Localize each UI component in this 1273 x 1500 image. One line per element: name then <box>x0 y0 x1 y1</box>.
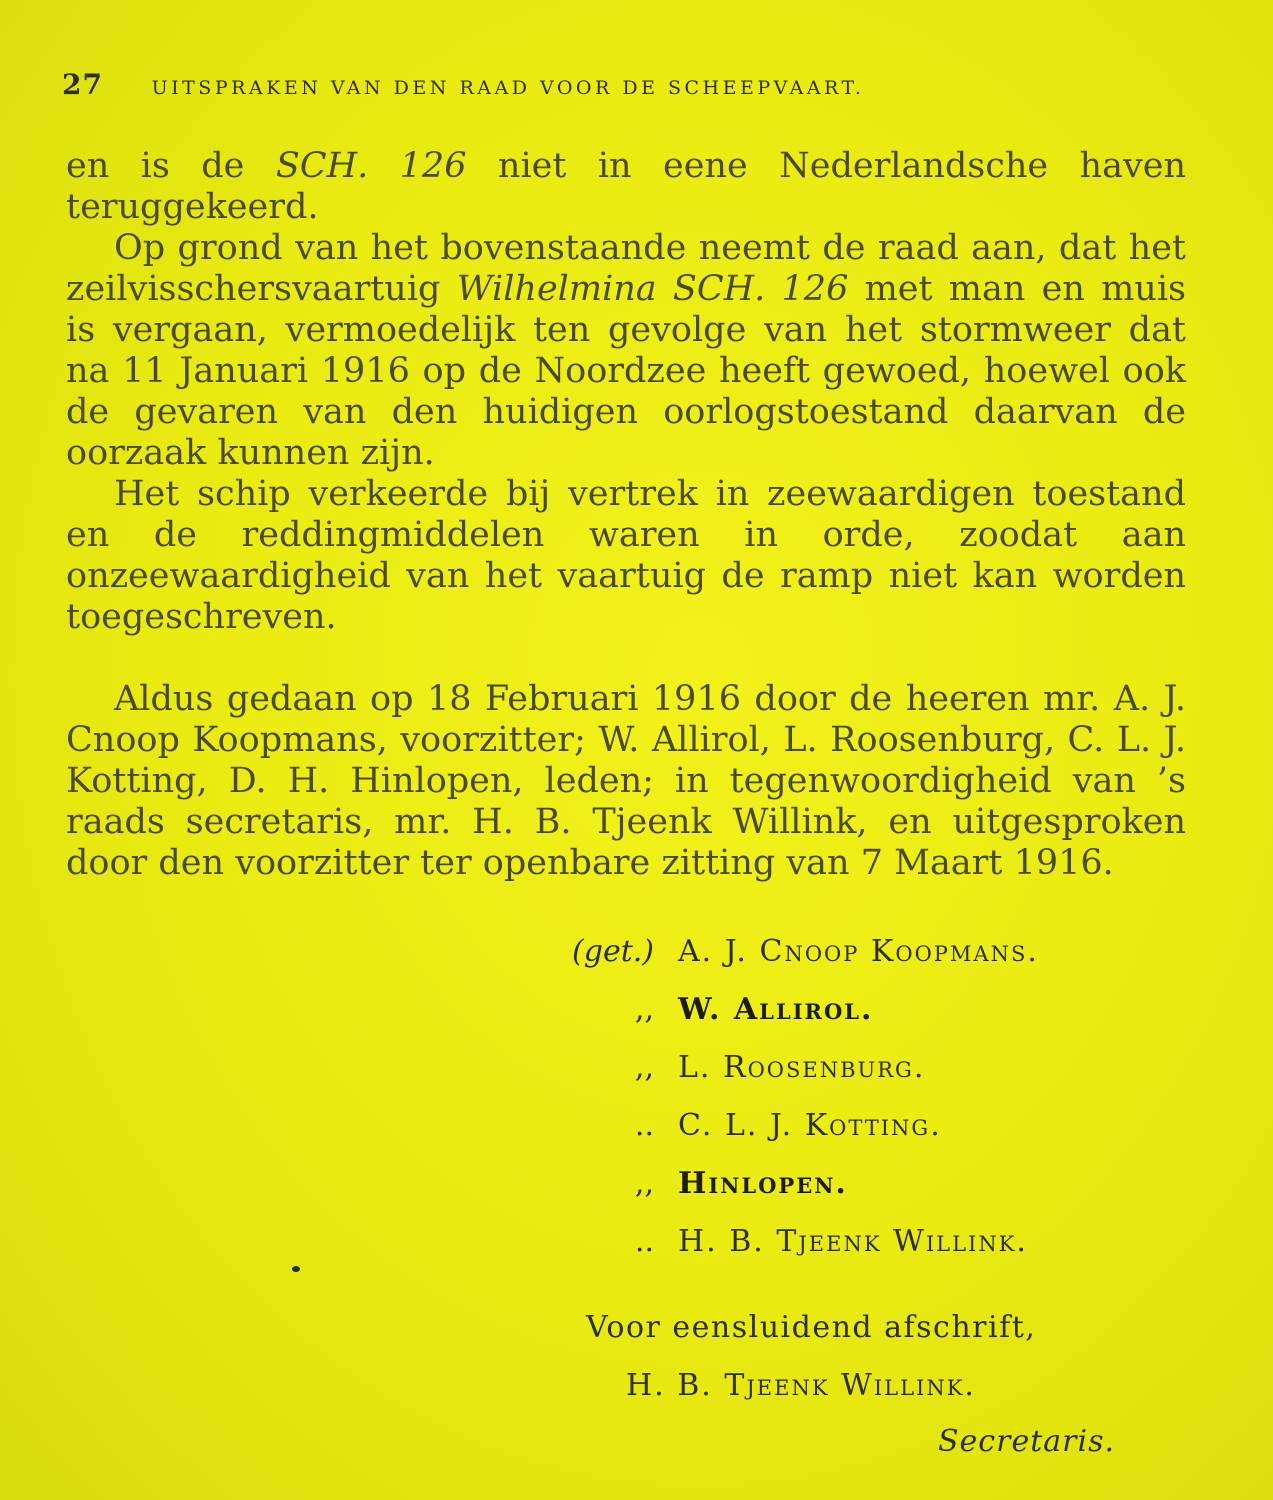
paragraph-3: Het schip verkeerde bij vertrek in zeewaardigen toestand en de reddingmiddelen waren in orde, zoodat aan onzeewaardigheid van het vaartuig de ramp niet kan worden toegeschreven. <box>66 474 1186 637</box>
paragraph-4: Aldus gedaan op 18 Februari 1916 door de heeren mr. A. J. Cnoop Koopmans, voorzitter; W. Allirol, L. Roosenburg, C. L. J. Kotting, D. H. Hinlopen, leden; in tegenwoordigheid van ’s raads secretaris, mr. H. B. Tjeenk Willink, en uitgesproken door den voorzitter ter openbare zitting van 7 Maart 1916. <box>66 679 1186 883</box>
signature-name: W. Allirol. <box>678 991 874 1027</box>
page-number: 27 <box>62 68 103 101</box>
signature-name: A. J. Cnoop Koopmans. <box>678 933 1039 969</box>
body-text <box>66 146 1186 884</box>
signature-prefix: ,, <box>634 1165 654 1201</box>
paragraph-2-text-c: met man en muis is vergaan, vermoedelijk ten gevolge van het stormweer dat na 11 Januari 1916 op de Noordzee heeft gewoed, hoewel ook de gevaren van den huidigen oorlogstoestand daarvan de oorzaak kunnen zijn. <box>66 269 1186 473</box>
paragraph-1-text-a: en is de <box>66 146 276 186</box>
signature-name: H. B. Tjeenk Willink. <box>678 1223 1028 1259</box>
signature-name: L. Roosenburg. <box>678 1049 926 1085</box>
signature-row <box>548 1212 1188 1270</box>
paragraph-2-text-a: Op grond van het bovenstaande neemt de raad aan, dat het zeilvisschersvaartuig <box>66 228 1186 309</box>
signature-row <box>548 922 1188 980</box>
ship-code: SCH. 126 <box>275 146 467 186</box>
ink-speck <box>292 1266 300 1272</box>
paragraph-2 <box>66 228 1186 474</box>
signature-prefix: .. <box>634 1107 654 1143</box>
signature-row <box>548 1154 1188 1212</box>
ship-name: Wilhelmina SCH. 126 <box>456 269 849 309</box>
paragraph-1 <box>66 146 1186 228</box>
paragraph-1-text-c: niet in eene Nederlandsche haven teruggekeerd. <box>66 146 1186 227</box>
running-head <box>62 68 1162 101</box>
signature-prefix: ,, <box>634 991 654 1027</box>
attestation-role: Secretaris. <box>938 1424 1116 1459</box>
signature-prefix: ,, <box>634 1049 654 1085</box>
signature-prefix: (get.) <box>572 933 654 969</box>
signature-block <box>548 922 1188 1270</box>
signature-name: Hinlopen. <box>678 1165 848 1201</box>
attestation-line: Voor eensluidend afschrift, <box>586 1310 1037 1345</box>
signature-row <box>548 980 1188 1038</box>
signature-name: C. L. J. Kotting. <box>678 1107 942 1143</box>
signature-prefix: .. <box>634 1223 654 1259</box>
signature-row <box>548 1096 1188 1154</box>
running-title: UITSPRAKEN VAN DEN RAAD VOOR DE SCHEEPVAART. <box>151 77 865 99</box>
attestation-name: H. B. Tjeenk Willink. <box>626 1368 976 1403</box>
signature-row <box>548 1038 1188 1096</box>
